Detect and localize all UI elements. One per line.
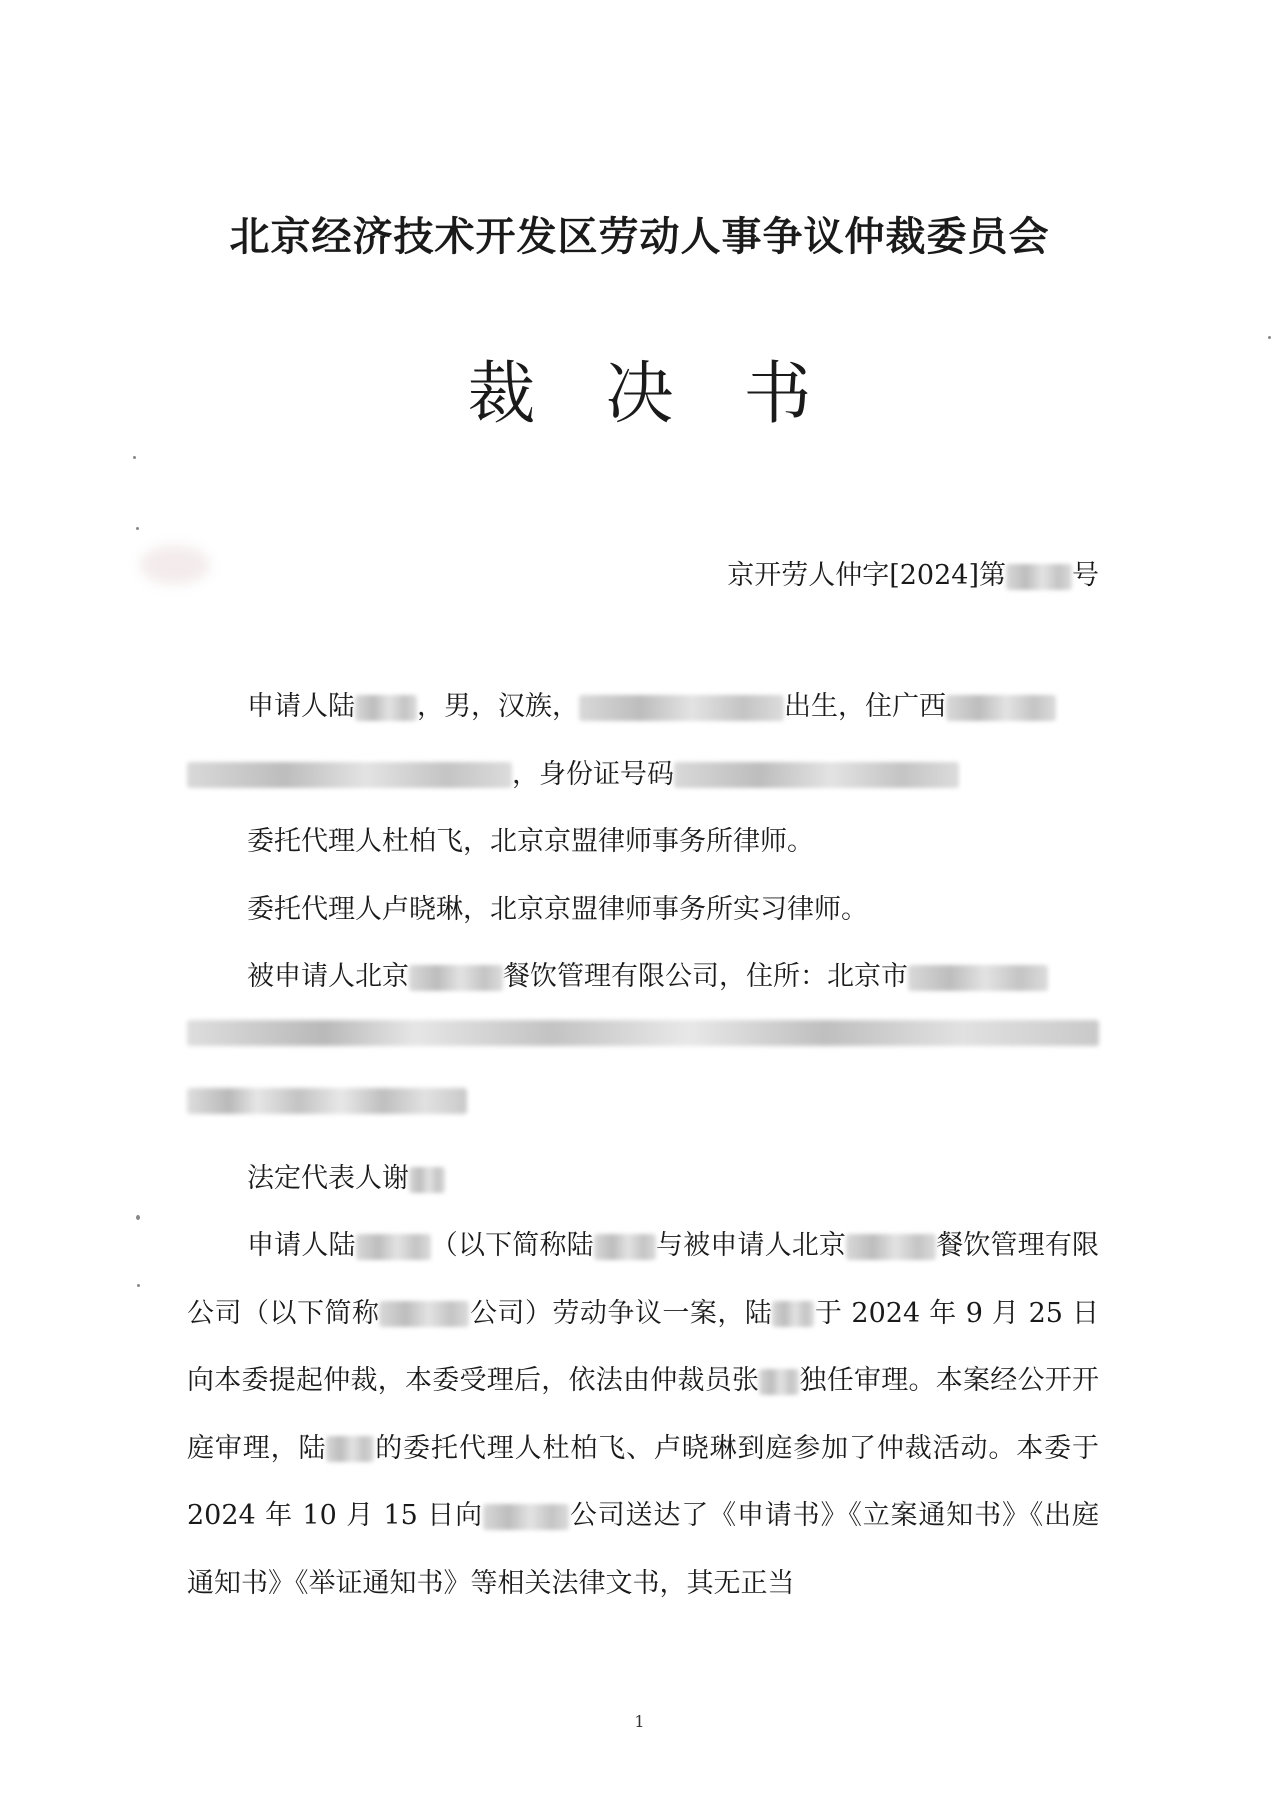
narrative-text: 与被申请人北京 bbox=[655, 1230, 847, 1261]
narrative-text: 公司）劳动争议一案，陆 bbox=[469, 1297, 773, 1329]
case-number-suffix: 号 bbox=[1072, 560, 1099, 591]
legal-rep-line bbox=[187, 1145, 1099, 1213]
redacted-case-number bbox=[1006, 564, 1072, 590]
redacted-name bbox=[356, 1234, 431, 1260]
applicant-line bbox=[187, 673, 1099, 741]
redacted-company-address bbox=[908, 965, 1048, 991]
applicant-id-line bbox=[187, 741, 1099, 809]
redacted-company bbox=[483, 1504, 569, 1530]
paper-smudge bbox=[140, 545, 210, 585]
redacted-company-name bbox=[409, 965, 503, 991]
redacted-legal-rep bbox=[409, 1167, 445, 1193]
respondent-label: 被申请人北京 bbox=[247, 961, 409, 992]
redacted-applicant-name bbox=[355, 695, 417, 721]
page-number: 1 bbox=[634, 1712, 645, 1731]
applicant-residence-label: 出生，住广西 bbox=[784, 691, 946, 722]
redacted-address-start bbox=[946, 695, 1056, 721]
redacted-company bbox=[846, 1234, 936, 1260]
respondent-line bbox=[187, 943, 1099, 1011]
respondent-block bbox=[187, 943, 1099, 1011]
case-number-prefix: 京开劳人仲字[2024]第 bbox=[727, 560, 1006, 591]
redacted-address bbox=[187, 762, 512, 788]
paper-speck bbox=[136, 1215, 140, 1220]
agent-block bbox=[187, 808, 1099, 943]
document-title: 裁决书 bbox=[467, 355, 882, 434]
respondent-company-address-label: 餐饮管理有限公司，住所：北京市 bbox=[503, 961, 908, 992]
paper-speck bbox=[137, 1284, 140, 1287]
agent-1: 委托代理人杜柏飞，北京京盟律师事务所律师。 bbox=[247, 826, 814, 857]
redacted-id-number bbox=[674, 762, 959, 788]
paper-speck bbox=[136, 527, 139, 530]
paper-speck bbox=[133, 456, 136, 459]
redacted-name bbox=[594, 1234, 656, 1260]
narrative-text: 独任审理。本案经公开开庭审理，陆 bbox=[187, 1365, 1099, 1464]
narrative-text: 公司送达了《申请书》《立案通知书》《出庭通知书》《举证通知书》等相关法律文书，其无正当 bbox=[187, 1500, 1100, 1599]
organization-title: 北京经济技术开发区劳动人事争议仲裁委员会 bbox=[229, 213, 1050, 260]
applicant-id-label: ，身份证号码 bbox=[512, 758, 674, 790]
narrative-text: （以下简称陆 bbox=[430, 1230, 594, 1261]
narrative-text: 的委托代理人杜柏飞、卢晓琳到庭参加了仲裁活动。本委于 2024 年 10 月 15 日向 bbox=[187, 1432, 1100, 1531]
paper-speck bbox=[1268, 336, 1271, 339]
redacted-arbitrator bbox=[759, 1369, 799, 1395]
redacted-company bbox=[379, 1301, 469, 1327]
legal-rep-label: 法定代表人谢 bbox=[247, 1163, 409, 1194]
applicant-name-label: 申请人陆 bbox=[247, 691, 355, 722]
legal-rep-block bbox=[187, 1145, 1099, 1213]
narrative-text: 于 2024 年 9 月 25 日向本委提起仲裁，本委受理后，依法由仲裁员张 bbox=[187, 1297, 1100, 1396]
redacted-name bbox=[326, 1436, 374, 1462]
narrative-text: 餐饮管理有限公司（以下简称 bbox=[187, 1230, 1100, 1329]
redacted-name bbox=[772, 1301, 814, 1327]
agent-2: 委托代理人卢晓琳，北京京盟律师事务所实习律师。 bbox=[247, 893, 868, 925]
narrative-paragraph bbox=[187, 1212, 1099, 1617]
redacted-address-line-1 bbox=[187, 1020, 1099, 1046]
case-number bbox=[727, 553, 1099, 592]
redacted-address-line-2 bbox=[187, 1088, 467, 1114]
case-narrative bbox=[187, 1212, 1099, 1617]
redacted-birthdate bbox=[579, 695, 784, 721]
applicant-gender-ethnicity: ，男，汉族， bbox=[417, 691, 579, 722]
applicant-block bbox=[187, 673, 1099, 808]
narrative-text: 申请人陆 bbox=[247, 1230, 356, 1261]
